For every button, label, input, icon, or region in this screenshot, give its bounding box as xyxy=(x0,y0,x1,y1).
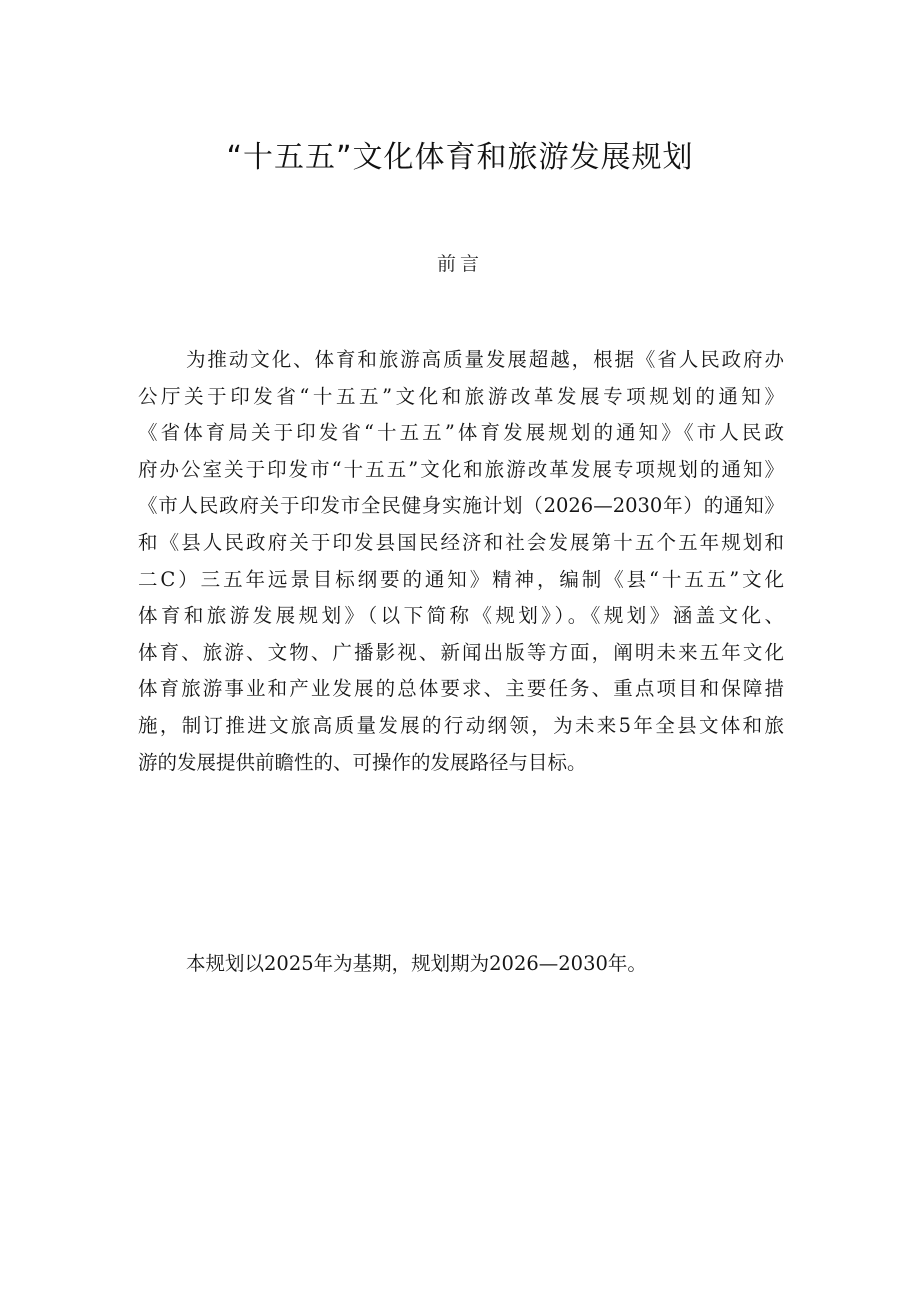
paragraph-line: 游的发展提供前瞻性的、可操作的发展路径与目标。 xyxy=(138,750,587,774)
paragraph-line: 府办公室关于印发市“十五五”文化和旅游改革发展专项规划的通知》 xyxy=(138,457,784,481)
paragraph-line: 和《县人民政府关于印发县国民经济和社会发展第十五个五年规划和 xyxy=(138,530,784,554)
planning-period-paragraph: 本规划以2025年为基期，规划期为2026—2030年。 xyxy=(186,951,647,975)
paragraph-line: 为推动文化、体育和旅游高质量发展超越，根据《省人民政府办 xyxy=(186,348,784,371)
paragraph-line: 体育和旅游发展规划》（以下简称《规划》）。《规划》涵盖文化、 xyxy=(138,604,784,628)
section-heading-preface: 前言 xyxy=(436,253,483,275)
paragraph-line: 公厅关于印发省“十五五”文化和旅游改革发展专项规划的通知》 xyxy=(138,384,784,408)
paragraph-line: 体育旅游事业和产业发展的总体要求、主要任务、重点项目和保障措 xyxy=(138,677,784,701)
paragraph-line: 《市人民政府关于印发市全民健身实施计划（2026—2030年）的通知》 xyxy=(138,494,784,518)
paragraph-line: 施，制订推进文旅高质量发展的行动纲领，为未来5年全县文体和旅 xyxy=(138,713,784,737)
paragraph-line: 体育、旅游、文物、广播影视、新闻出版等方面，阐明未来五年文化 xyxy=(138,640,784,664)
preface-paragraph xyxy=(138,342,784,781)
paragraph-line: 二C）三五年远景目标纲要的通知》精神，编制《县“十五五”文化 xyxy=(138,567,784,591)
document-title: “十五五”文化体育和旅游发展规划 xyxy=(226,140,694,175)
paragraph-line: 《省体育局关于印发省“十五五”体育发展规划的通知》《市人民政 xyxy=(138,421,784,445)
